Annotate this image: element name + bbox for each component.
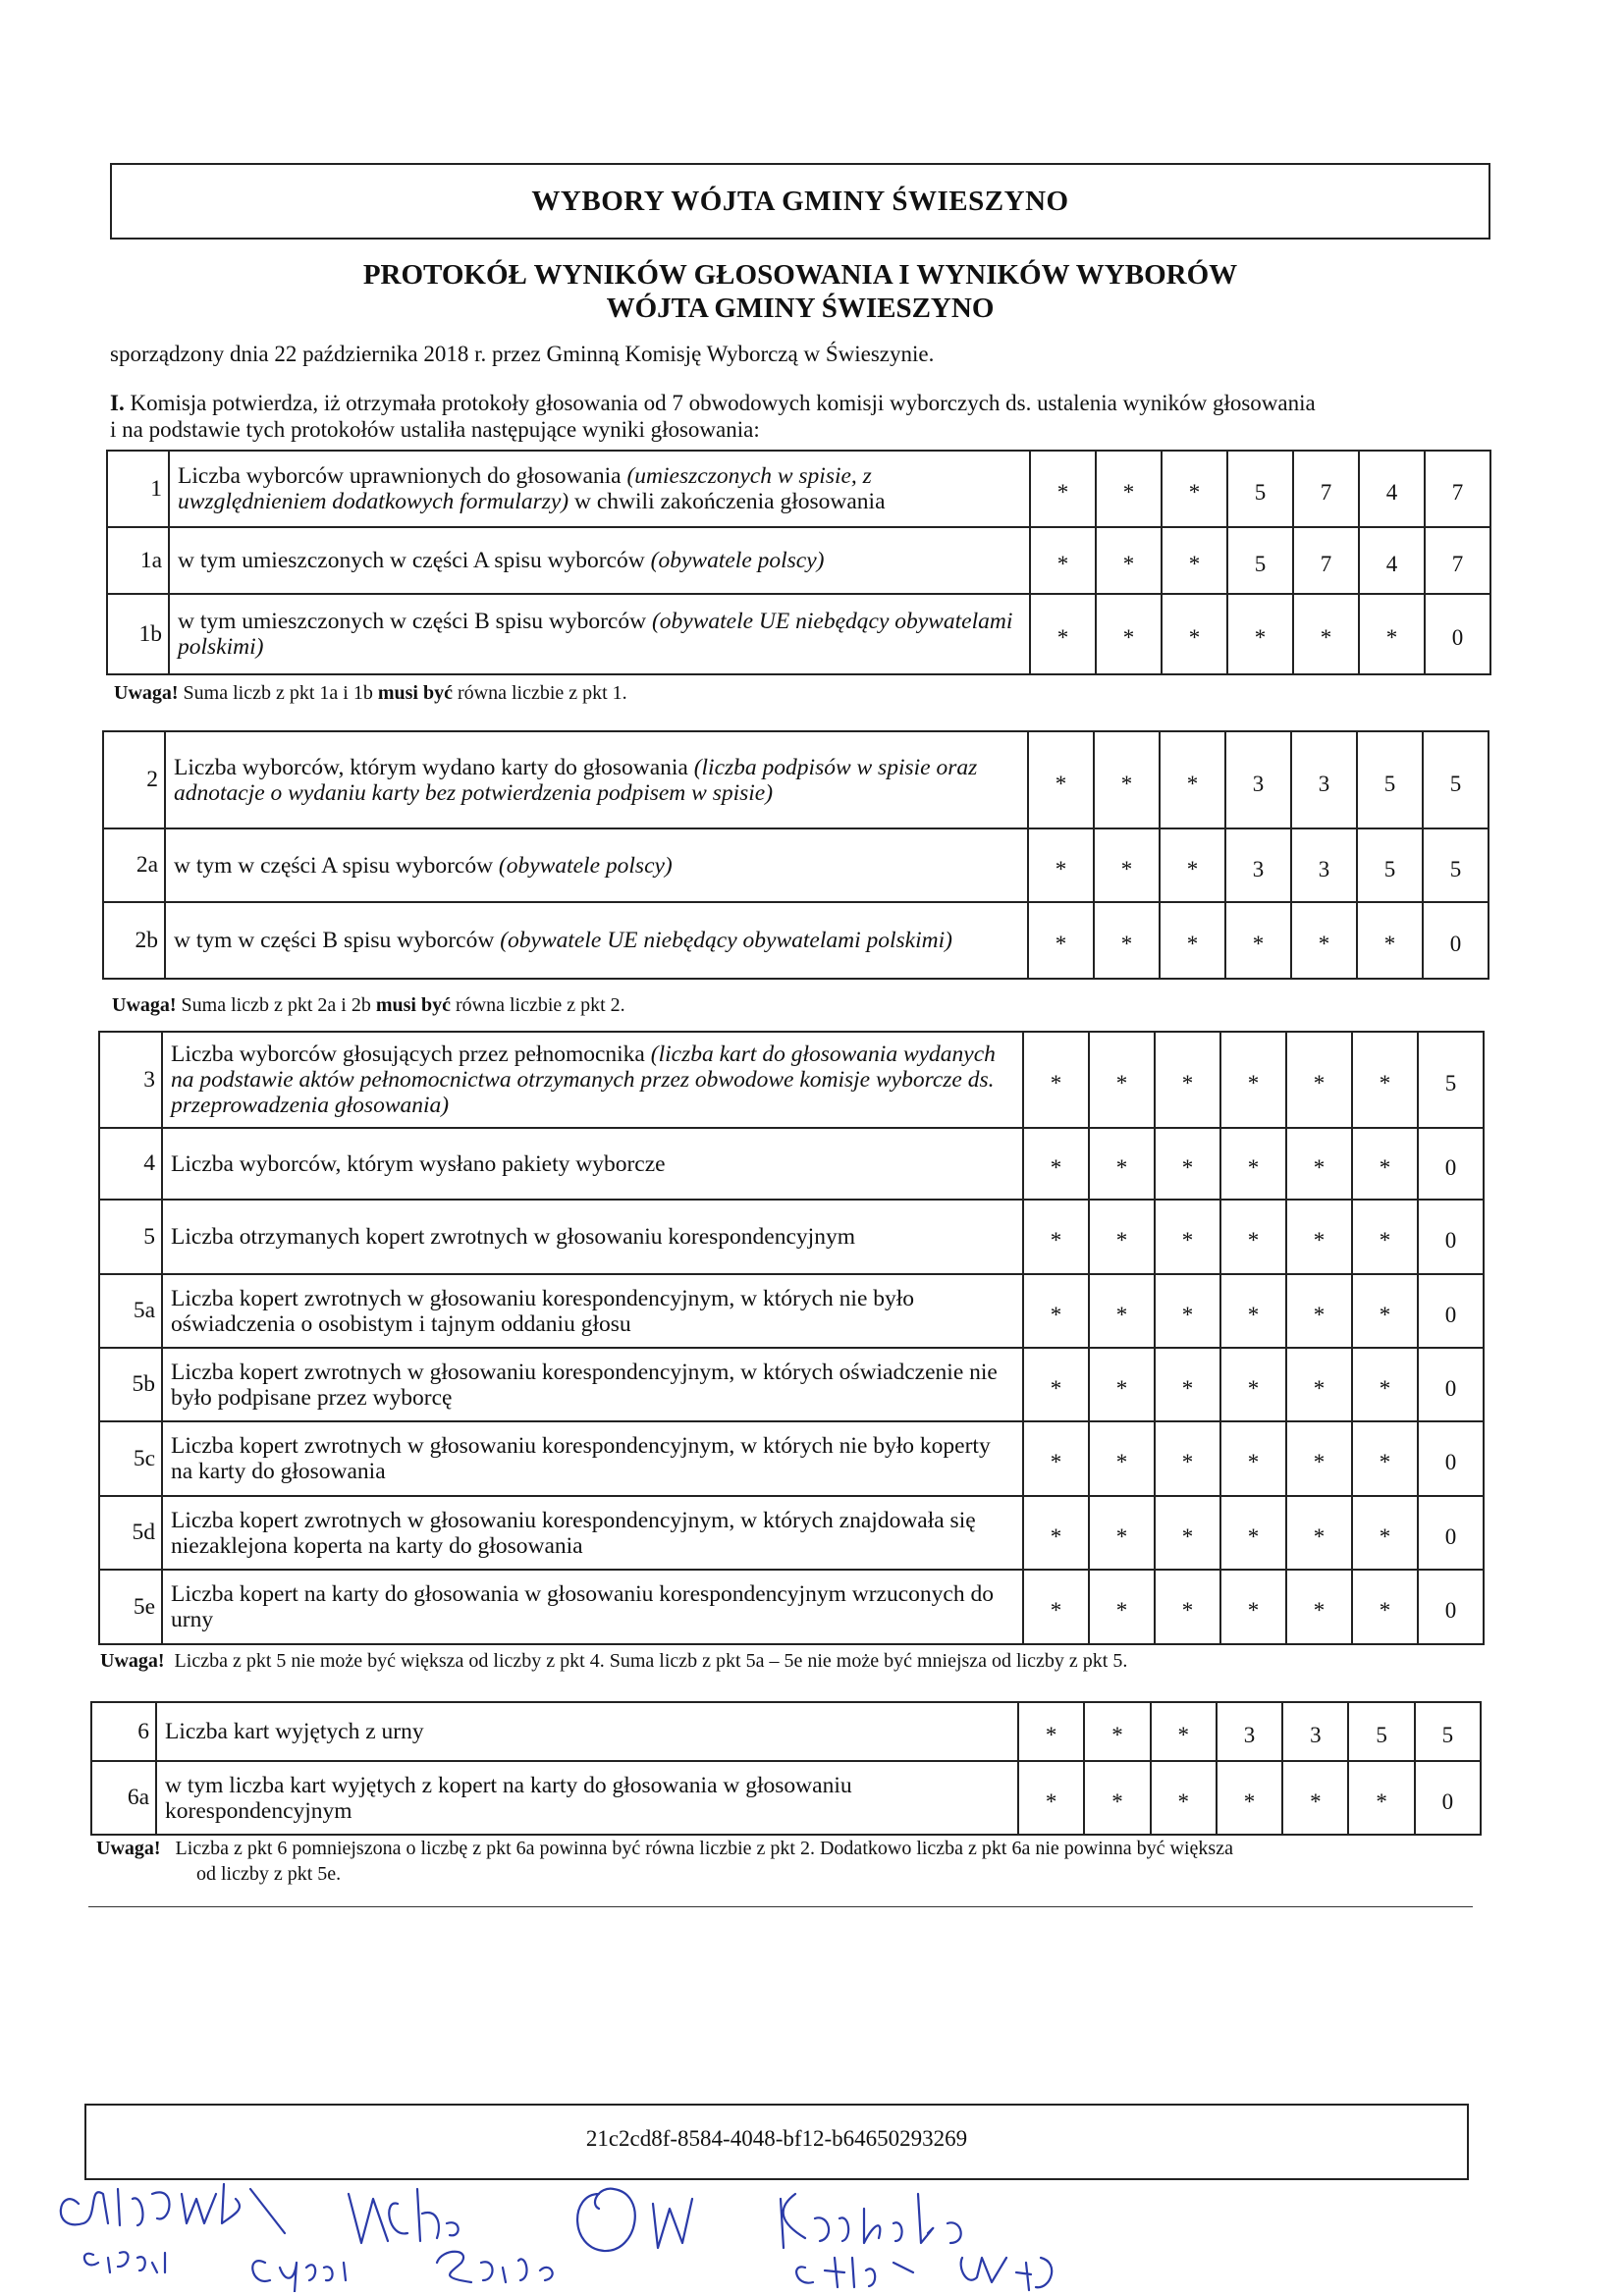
note-4-line2: od liczby z pkt 5e.	[196, 1863, 342, 1885]
digit-cell: *	[1352, 1570, 1418, 1644]
digit-cell: 4	[1359, 527, 1425, 594]
row-number: 2a	[103, 828, 165, 902]
digit-cell: *	[1352, 1274, 1418, 1348]
digit-cell: *	[1155, 1032, 1220, 1128]
row-description: w tym umieszczonych w części B spisu wyborców (obywatele UE niebędący obywatelami polskimi)	[169, 594, 1030, 674]
digit-cell: *	[1162, 594, 1227, 674]
digit-cell: 3	[1291, 731, 1357, 828]
row-number: 3	[99, 1032, 162, 1128]
row-description: Liczba otrzymanych kopert zwrotnych w głosowaniu korespondencyjnym	[162, 1200, 1023, 1274]
digit-cell: 3	[1282, 1702, 1348, 1761]
row-description: w tym umieszczonych w części A spisu wyborców (obywatele polscy)	[169, 527, 1030, 594]
digit-cell: *	[1023, 1348, 1089, 1421]
row-description: Liczba wyborców głosujących przez pełnomocnika (liczba kart do głosowania wydanych na podstawie aktów pełnomocnictwa otrzymanych przez obwodowe komisje wyborcze ds. przeprowadzenia głosowania)	[162, 1032, 1023, 1128]
digit-cell: *	[1030, 527, 1096, 594]
handwritten-signatures	[49, 2164, 1090, 2292]
row-description: Liczba wyborców uprawnionych do głosowania (umieszczonych w spisie, z uwzględnieniem dodatkowych formularzy) w chwili zakończenia głosowania	[169, 451, 1030, 527]
digit-cell: *	[1286, 1128, 1352, 1200]
row-number: 1	[107, 451, 169, 527]
digit-cell: 0	[1418, 1421, 1484, 1496]
digit-cell: *	[1094, 731, 1160, 828]
row-number: 5a	[99, 1274, 162, 1348]
digit-cell: 5	[1418, 1032, 1484, 1128]
digit-cell: *	[1096, 527, 1162, 594]
digit-cell: 5	[1348, 1702, 1414, 1761]
digit-cell: *	[1089, 1421, 1155, 1496]
digit-cell: *	[1220, 1348, 1286, 1421]
digit-cell: 5	[1227, 451, 1293, 527]
digit-cell: *	[1023, 1200, 1089, 1274]
digit-cell: 3	[1225, 731, 1291, 828]
section-text-line1: Komisja potwierdza, iż otrzymała protokoły głosowania od 7 obwodowych komisji wyborczych ds. ustalenia wyników głosowania	[124, 391, 1316, 415]
digit-cell: *	[1028, 731, 1094, 828]
digit-cell: *	[1084, 1702, 1150, 1761]
digit-cell: *	[1227, 594, 1293, 674]
table-row	[107, 594, 1490, 674]
digit-cell: *	[1225, 902, 1291, 979]
digit-cell: *	[1155, 1496, 1220, 1570]
row-description: Liczba kopert zwrotnych w głosowaniu korespondencyjnym, w których znajdowała się niezaklejona koperta na karty do głosowania	[162, 1496, 1023, 1570]
digit-cell: *	[1155, 1421, 1220, 1496]
table-row	[99, 1128, 1484, 1200]
digit-cell: *	[1018, 1761, 1084, 1835]
digit-cell: *	[1089, 1496, 1155, 1570]
digit-cell: 5	[1227, 527, 1293, 594]
results-table-3	[98, 1031, 1485, 1645]
digit-cell: 0	[1418, 1348, 1484, 1421]
results-table-2	[102, 730, 1489, 980]
row-number: 5b	[99, 1348, 162, 1421]
digit-cell: *	[1291, 902, 1357, 979]
digit-cell: 0	[1418, 1200, 1484, 1274]
digit-cell: *	[1160, 828, 1225, 902]
row-number: 2b	[103, 902, 165, 979]
digit-cell: *	[1096, 451, 1162, 527]
digit-cell: *	[1151, 1761, 1217, 1835]
digit-cell: *	[1151, 1702, 1217, 1761]
digit-cell: *	[1023, 1496, 1089, 1570]
digit-cell: *	[1089, 1032, 1155, 1128]
digit-cell: *	[1023, 1128, 1089, 1200]
row-description: Liczba wyborców, którym wysłano pakiety wyborcze	[162, 1128, 1023, 1200]
digit-cell: *	[1023, 1032, 1089, 1128]
row-description: Liczba kopert zwrotnych w głosowaniu korespondencyjnym, w których nie było koperty na karty do głosowania	[162, 1421, 1023, 1496]
row-number: 6a	[91, 1761, 156, 1835]
protocol-title-line2: WÓJTA GMINY ŚWIESZYNO	[606, 293, 995, 324]
digit-cell: *	[1359, 594, 1425, 674]
digit-cell: *	[1162, 451, 1227, 527]
digit-cell: *	[1217, 1761, 1282, 1835]
digit-cell: 5	[1357, 828, 1423, 902]
row-number: 5	[99, 1200, 162, 1274]
digit-cell: 5	[1423, 731, 1489, 828]
results-table-4	[90, 1701, 1482, 1836]
section-divider	[88, 1906, 1473, 1907]
digit-cell: *	[1094, 828, 1160, 902]
section-marker: I.	[110, 391, 125, 415]
digit-cell: 5	[1357, 731, 1423, 828]
table-row	[91, 1761, 1481, 1835]
row-description: Liczba kopert zwrotnych w głosowaniu korespondencyjnym, w których nie było oświadczenia o osobistym i tajnym oddaniu głosu	[162, 1274, 1023, 1348]
digit-cell: 7	[1425, 451, 1490, 527]
digit-cell: 0	[1418, 1570, 1484, 1644]
digit-cell: *	[1352, 1421, 1418, 1496]
row-description: w tym liczba kart wyjętych z kopert na karty do głosowania w głosowaniu korespondencyjnym	[156, 1761, 1018, 1835]
table-row	[91, 1702, 1481, 1761]
digit-cell: *	[1286, 1496, 1352, 1570]
section-text-line2: i na podstawie tych protokołów ustaliła następujące wyniki głosowania:	[110, 417, 760, 442]
row-description: Liczba kart wyjętych z urny	[156, 1702, 1018, 1761]
digit-cell: *	[1089, 1128, 1155, 1200]
digit-cell: 0	[1415, 1761, 1481, 1835]
digit-cell: *	[1089, 1348, 1155, 1421]
digit-cell: *	[1286, 1421, 1352, 1496]
digit-cell: *	[1352, 1200, 1418, 1274]
table-row	[107, 527, 1490, 594]
digit-cell: *	[1348, 1761, 1414, 1835]
digit-cell: 4	[1359, 451, 1425, 527]
note-2: Uwaga! Suma liczb z pkt 2a i 2b musi być równa liczbie z pkt 2.	[112, 994, 625, 1016]
election-header-box	[110, 163, 1490, 240]
digit-cell: *	[1220, 1421, 1286, 1496]
row-number: 2	[103, 731, 165, 828]
digit-cell: 0	[1423, 902, 1489, 979]
digit-cell: 0	[1418, 1496, 1484, 1570]
digit-cell: *	[1089, 1570, 1155, 1644]
table-row	[99, 1200, 1484, 1274]
digit-cell: *	[1352, 1128, 1418, 1200]
row-number: 6	[91, 1702, 156, 1761]
digit-cell: *	[1352, 1348, 1418, 1421]
digit-cell: *	[1155, 1348, 1220, 1421]
digit-cell: *	[1357, 902, 1423, 979]
digit-cell: *	[1155, 1128, 1220, 1200]
digit-cell: *	[1028, 902, 1094, 979]
digit-cell: *	[1293, 594, 1359, 674]
protocol-title-line1: PROTOKÓŁ WYNIKÓW GŁOSOWANIA I WYNIKÓW WYBORÓW	[362, 259, 1238, 291]
digit-cell: *	[1094, 902, 1160, 979]
digit-cell: *	[1023, 1274, 1089, 1348]
digit-cell: 3	[1217, 1702, 1282, 1761]
table-row	[107, 451, 1490, 527]
digit-cell: *	[1096, 594, 1162, 674]
digit-cell: *	[1220, 1128, 1286, 1200]
digit-cell: *	[1162, 527, 1227, 594]
digit-cell: *	[1286, 1200, 1352, 1274]
table-row	[99, 1032, 1484, 1128]
digit-cell: *	[1286, 1032, 1352, 1128]
digit-cell: *	[1220, 1274, 1286, 1348]
digit-cell: *	[1155, 1570, 1220, 1644]
table-row	[99, 1348, 1484, 1421]
digit-cell: *	[1282, 1761, 1348, 1835]
digit-cell: *	[1028, 828, 1094, 902]
digit-cell: *	[1220, 1496, 1286, 1570]
note-4: Uwaga! Liczba z pkt 6 pomniejszona o liczbę z pkt 6a powinna być równa liczbie z pkt 2. Dodatkowo liczba z pkt 6a nie powinna być większa	[96, 1838, 1233, 1859]
digit-cell: *	[1030, 594, 1096, 674]
row-number: 5e	[99, 1570, 162, 1644]
row-description: Liczba wyborców, którym wydano karty do głosowania (liczba podpisów w spisie oraz adnotacje o wydaniu karty bez potwierdzenia podpisem w spisie)	[165, 731, 1028, 828]
results-table-1	[106, 450, 1491, 675]
table-row	[103, 731, 1489, 828]
row-number: 5d	[99, 1496, 162, 1570]
digit-cell: 0	[1418, 1128, 1484, 1200]
row-number: 4	[99, 1128, 162, 1200]
digit-cell: *	[1286, 1348, 1352, 1421]
table-row	[99, 1570, 1484, 1644]
digit-cell: *	[1155, 1200, 1220, 1274]
digit-cell: 0	[1418, 1274, 1484, 1348]
digit-cell: *	[1089, 1274, 1155, 1348]
digit-cell: *	[1220, 1032, 1286, 1128]
digit-cell: *	[1352, 1032, 1418, 1128]
digit-cell: 3	[1291, 828, 1357, 902]
row-number: 1a	[107, 527, 169, 594]
section-intro	[110, 390, 1504, 416]
digit-cell: *	[1084, 1761, 1150, 1835]
row-description: w tym w części A spisu wyborców (obywatele polscy)	[165, 828, 1028, 902]
digit-cell: 5	[1423, 828, 1489, 902]
row-number: 1b	[107, 594, 169, 674]
digit-cell: 3	[1225, 828, 1291, 902]
digit-cell: *	[1018, 1702, 1084, 1761]
document-code: 21c2cd8f-8584-4048-bf12-b64650293269	[585, 2126, 968, 2151]
row-description: Liczba kopert na karty do głosowania w głosowaniu korespondencyjnym wrzuconych do urny	[162, 1570, 1023, 1644]
row-number: 5c	[99, 1421, 162, 1496]
table-row	[103, 902, 1489, 979]
digit-cell: *	[1160, 902, 1225, 979]
digit-cell: *	[1220, 1200, 1286, 1274]
table-row	[99, 1274, 1484, 1348]
digit-cell: *	[1089, 1200, 1155, 1274]
digit-cell: *	[1023, 1570, 1089, 1644]
note-3: Uwaga! Liczba z pkt 5 nie może być większa od liczby z pkt 4. Suma liczb z pkt 5a – 5e nie może być mniejsza od liczby z pkt 5.	[100, 1650, 1128, 1672]
digit-cell: 0	[1425, 594, 1490, 674]
digit-cell: *	[1160, 731, 1225, 828]
table-row	[99, 1421, 1484, 1496]
digit-cell: *	[1030, 451, 1096, 527]
digit-cell: *	[1286, 1570, 1352, 1644]
digit-cell: *	[1155, 1274, 1220, 1348]
table-row	[103, 828, 1489, 902]
digit-cell: *	[1220, 1570, 1286, 1644]
digit-cell: 7	[1293, 451, 1359, 527]
row-description: Liczba kopert zwrotnych w głosowaniu korespondencyjnym, w których oświadczenie nie było podpisane przez wyborcę	[162, 1348, 1023, 1421]
digit-cell: 5	[1415, 1702, 1481, 1761]
table-row	[99, 1496, 1484, 1570]
row-description: w tym w części B spisu wyborców (obywatele UE niebędący obywatelami polskimi)	[165, 902, 1028, 979]
election-title: WYBORY WÓJTA GMINY ŚWIESZYNO	[531, 185, 1069, 217]
digit-cell: 7	[1425, 527, 1490, 594]
digit-cell: 7	[1293, 527, 1359, 594]
digit-cell: *	[1286, 1274, 1352, 1348]
note-1: Uwaga! Suma liczb z pkt 1a i 1b musi być równa liczbie z pkt 1.	[114, 682, 627, 704]
digit-cell: *	[1352, 1496, 1418, 1570]
digit-cell: *	[1023, 1421, 1089, 1496]
prepared-statement: sporządzony dnia 22 października 2018 r. przez Gminną Komisję Wyborczą w Świeszynie.	[110, 342, 935, 366]
